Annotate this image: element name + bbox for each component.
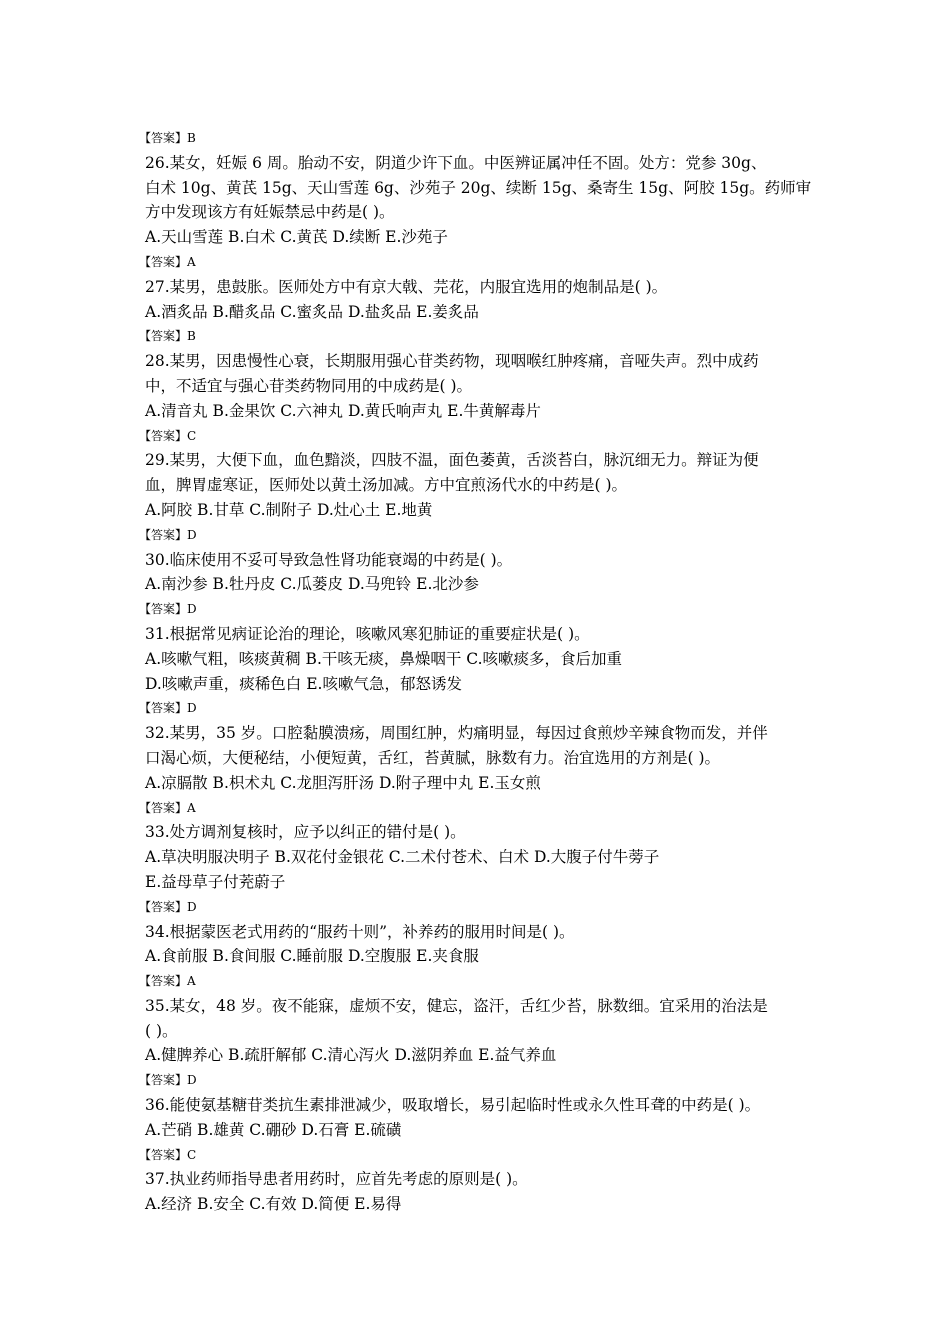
question-line-q26-1: 26.某女，妊娠 6 周。胎动不安，阴道少许下血。中医辨证属冲任不固。处方：党参 30g、 — [145, 153, 767, 172]
question-line-q32-1: 32.某男，35 岁。口腔黏膜溃疡，周围红肿，灼痛明显，每因过食煎炒辛辣食物而发，并伴 — [145, 724, 768, 743]
question-line-q29-1: 29.某男，大便下血，血色黯淡，四肢不温，面色萎黄，舌淡苔白，脉沉细无力。辩证为便 — [145, 451, 759, 470]
question-line-q35-1: 35.某女，48 岁。夜不能寐，虚烦不安，健忘，盗汗，舌红少苔，脉数细。宜采用的治法是 — [145, 996, 768, 1015]
answer-line-a25: 【答案】B — [139, 131, 196, 145]
answer-line-a28: 【答案】C — [139, 428, 197, 443]
answer-line-a29: 【答案】D — [139, 527, 197, 542]
question-line-q26-3: 方中发现该方有妊娠禁忌中药是( )。 — [145, 203, 395, 222]
answer-line-a36: 【答案】C — [139, 1147, 197, 1162]
answer-line-a26: 【答案】A — [139, 254, 196, 269]
options-line-o28: A.清音丸 B.金果饮 C.六神丸 D.黄氏响声丸 E.牛黄解毒片 — [145, 401, 541, 420]
question-line-q29-2: 血，脾胃虚寒证，医师处以黄土汤加减。方中宜煎汤代水的中药是( )。 — [145, 476, 628, 495]
options-line-o33-1: A.草决明服决明子 B.双花付金银花 C.二术付苍术、白术 D.大腹子付牛蒡子 — [145, 848, 660, 867]
answer-line-a32: 【答案】A — [139, 800, 196, 815]
answer-line-a27: 【答案】B — [139, 329, 196, 344]
document-page — [139, 126, 813, 1217]
question-line-q33-1: 33.处方调剂复核时，应予以纠正的错付是( )。 — [145, 823, 466, 842]
options-line-o35: A.健脾养心 B.疏肝解郁 C.清心泻火 D.滋阴养血 E.益气养血 — [145, 1046, 557, 1065]
question-line-q35-2: ( )。 — [145, 1021, 178, 1040]
question-line-q26-2: 白术 10g、黄芪 15g、天山雪莲 6g、沙苑子 20g、续断 15g、桑寄生 15g、阿胶 15g。药师审 — [145, 178, 812, 197]
options-line-o26: A.天山雪莲 B.白术 C.黄芪 D.续断 E.沙苑子 — [145, 228, 448, 247]
options-line-o31-2: D.咳嗽声重，痰稀色白 E.咳嗽气急，郁怒诱发 — [145, 674, 462, 693]
question-line-q36-1: 36.能使氨基糖苷类抗生素排泄减少，吸取增长，易引起临时性或永久性耳聋的中药是( )。 — [145, 1096, 761, 1115]
options-line-o32: A.凉膈散 B.枳术丸 C.龙胆泻肝汤 D.附子理中丸 E.玉女煎 — [145, 773, 541, 792]
options-line-o29: A.阿胶 B.甘草 C.制附子 D.灶心土 E.地黄 — [145, 500, 433, 519]
options-line-o33-2: E.益母草子付茺蔚子 — [145, 872, 286, 891]
options-line-o27: A.酒炙品 B.醋炙品 C.蜜炙品 D.盐炙品 E.姜炙品 — [145, 302, 479, 321]
answer-line-a35: 【答案】D — [139, 1073, 197, 1088]
options-line-o37: A.经济 B.安全 C.有效 D.简便 E.易得 — [145, 1195, 402, 1214]
answer-line-a30: 【答案】D — [139, 602, 197, 617]
question-line-q32-2: 口渴心烦，大便秘结，小便短黄，舌红，苔黄腻，脉数有力。治宜选用的方剂是( )。 — [145, 748, 721, 767]
question-line-q30-1: 30.临床使用不妥可导致急性肾功能衰竭的中药是( )。 — [145, 550, 513, 569]
answer-line-a34: 【答案】A — [139, 974, 196, 989]
options-line-o31-1: A.咳嗽气粗，咳痰黄稠 B.干咳无痰，鼻燥咽干 C.咳嗽痰多，食后加重 — [145, 649, 623, 668]
question-line-q31-1: 31.根据常见病证论治的理论，咳嗽风寒犯肺证的重要症状是( )。 — [145, 624, 590, 643]
question-line-q27-1: 27.某男，患鼓胀。医师处方中有京大戟、芫花，内服宜选用的炮制品是( )。 — [145, 277, 668, 296]
options-line-o36: A.芒硝 B.雄黄 C.硼砂 D.石膏 E.硫磺 — [145, 1120, 402, 1139]
answer-line-a31: 【答案】D — [139, 701, 197, 716]
question-line-q34-1: 34.根据蒙医老式用药的“服药十则”，补养药的服用时间是( )。 — [145, 922, 575, 941]
options-line-o34: A.食前服 B.食间服 C.睡前服 D.空腹服 E.夹食服 — [145, 947, 479, 966]
question-line-q28-1: 28.某男，因患慢性心衰，长期服用强心苷类药物，现咽喉红肿疼痛，音哑失声。烈中成药 — [145, 352, 759, 371]
options-line-o30: A.南沙参 B.牡丹皮 C.瓜蒌皮 D.马兜铃 E.北沙参 — [145, 575, 479, 594]
question-line-q28-2: 中，不适宜与强心苷类药物同用的中成药是( )。 — [145, 376, 473, 395]
answer-line-a33: 【答案】D — [139, 899, 197, 914]
question-line-q37-1: 37.执业药师指导患者用药时，应首先考虑的原则是( )。 — [145, 1170, 528, 1189]
